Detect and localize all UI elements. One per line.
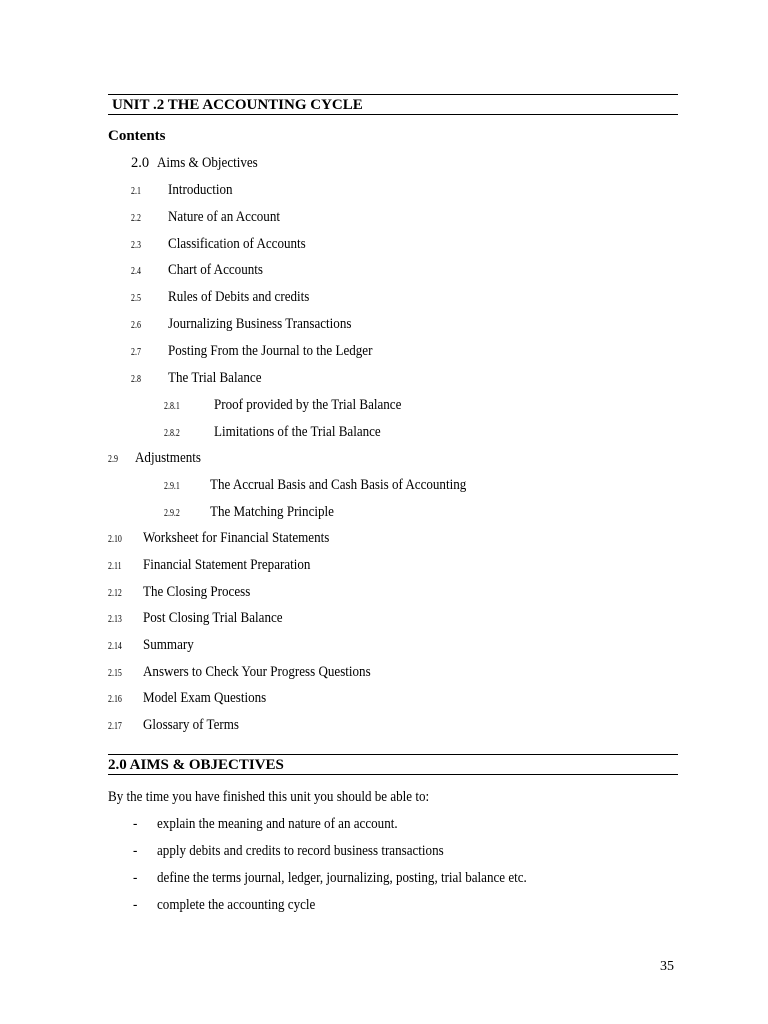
toc-label: Model Exam Questions (143, 690, 267, 706)
aims-item-text: complete the accounting cycle (157, 897, 316, 913)
toc-number: 2.0 (131, 155, 150, 171)
toc-number: 2.8.2 (164, 427, 180, 439)
toc-number: 2.1 (131, 185, 141, 197)
toc-number: 2.13 (108, 613, 122, 625)
toc-label: Answers to Check Your Progress Questions (143, 664, 371, 680)
unit-title: UNIT .2 THE ACCOUNTING CYCLE (112, 97, 363, 113)
bullet-dash: - (133, 897, 138, 913)
toc-number: 2.6 (131, 319, 141, 331)
toc-number: 2.9 (108, 453, 118, 465)
toc-number: 2.8 (131, 373, 141, 385)
toc-number: 2.8.1 (164, 400, 180, 412)
contents-label: Contents (108, 128, 166, 144)
toc-number: 2.10 (108, 533, 122, 545)
toc-number: 2.12 (108, 587, 122, 599)
toc-label: The Trial Balance (168, 370, 262, 386)
toc-number: 2.3 (131, 239, 141, 251)
toc-label: Limitations of the Trial Balance (214, 424, 381, 440)
toc-number: 2.9.2 (164, 507, 180, 519)
page-number: 35 (660, 959, 674, 974)
toc-label: The Closing Process (143, 584, 251, 600)
aims-item-text: define the terms journal, ledger, journalizing, posting, trial balance etc. (157, 870, 527, 886)
toc-number: 2.2 (131, 212, 141, 224)
toc-label: Journalizing Business Transactions (168, 316, 352, 332)
toc-number: 2.7 (131, 346, 141, 358)
aims-item-text: apply debits and credits to record business transactions (157, 843, 444, 859)
toc-label: Summary (143, 637, 194, 653)
toc-label: Proof provided by the Trial Balance (214, 397, 402, 413)
bullet-dash: - (133, 870, 138, 886)
toc-number: 2.15 (108, 667, 122, 679)
toc-number: 2.16 (108, 693, 122, 705)
toc-number: 2.9.1 (164, 480, 180, 492)
toc-label: Glossary of Terms (143, 717, 239, 733)
toc-label: Aims & Objectives (157, 155, 258, 171)
toc-label: Nature of an Account (168, 209, 280, 225)
toc-label: Rules of Debits and credits (168, 289, 310, 305)
bullet-dash: - (133, 843, 138, 859)
toc-label: Adjustments (135, 450, 201, 466)
toc-label: Introduction (168, 182, 233, 198)
toc-label: Financial Statement Preparation (143, 557, 311, 573)
toc-label: Classification of Accounts (168, 236, 306, 252)
toc-label: The Matching Principle (210, 504, 334, 520)
toc-number: 2.4 (131, 265, 141, 277)
toc-label: Chart of Accounts (168, 262, 263, 278)
bullet-dash: - (133, 816, 138, 832)
toc-number: 2.5 (131, 292, 141, 304)
toc-label: Worksheet for Financial Statements (143, 530, 330, 546)
aims-intro: By the time you have finished this unit you should be able to: (108, 789, 430, 805)
toc-number: 2.11 (108, 560, 122, 572)
aims-heading: 2.0 AIMS & OBJECTIVES (108, 757, 284, 773)
aims-item-text: explain the meaning and nature of an account. (157, 816, 398, 832)
toc-label: The Accrual Basis and Cash Basis of Accounting (210, 477, 467, 493)
toc-label: Posting From the Journal to the Ledger (168, 343, 373, 359)
toc-number: 2.17 (108, 720, 122, 732)
toc-number: 2.14 (108, 640, 122, 652)
toc-label: Post Closing Trial Balance (143, 610, 283, 626)
